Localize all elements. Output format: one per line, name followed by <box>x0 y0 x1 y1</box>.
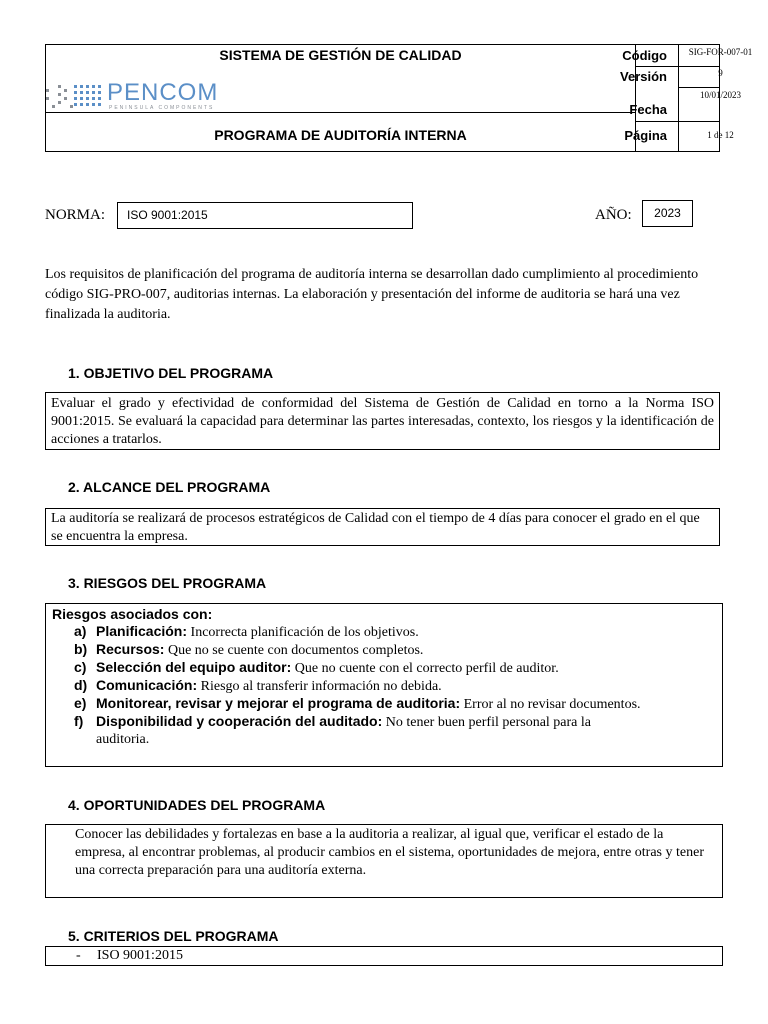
section-oportunidades-heading: 4. OPORTUNIDADES DEL PROGRAMA <box>68 797 326 813</box>
codigo-label: Código <box>622 48 667 63</box>
list-item: e) Monitorear, revisar y mejorar el programa de auditoria: Error al no revisar documentos. <box>74 695 641 712</box>
anio-field: 2023 <box>642 200 693 227</box>
section-alcance-heading: 2. ALCANCE DEL PROGRAMA <box>68 479 271 495</box>
pagina-value: 1 de 12 <box>707 130 734 140</box>
logo-subtitle: PENINSULA COMPONENTS <box>109 105 215 111</box>
criterios-bullet: - <box>76 948 81 963</box>
logo-dots-icon <box>46 81 108 113</box>
system-title: SISTEMA DE GESTIÓN DE CALIDAD <box>219 47 462 63</box>
list-item: f) Disponibilidad y cooperación del auditado: No tener buen perfil personal para la auditoria. <box>74 713 591 747</box>
riesgos-list <box>52 623 716 748</box>
codigo-value: SIG-FOR-007-01 <box>688 47 753 57</box>
pagina-label: Página <box>624 128 667 143</box>
section-criterios-heading: 5. CRITERIOS DEL PROGRAMA <box>68 928 279 944</box>
section-criterios-box <box>45 946 723 966</box>
logo-wordmark: PENCOM <box>107 79 219 106</box>
list-item: d) Comunicación: Riesgo al transferir información no debida. <box>74 677 442 694</box>
document-title: PROGRAMA DE AUDITORÍA INTERNA <box>214 127 467 143</box>
section-objetivo-text: Evaluar el grado y efectividad de conformidad del Sistema de Gestión de Calidad en torno a la Norma ISO 9001:2015. Se evaluará la capacidad para determinar las partes interesadas, contexto, los riesgos y la identificación de acciones a tratarlos. <box>45 392 720 450</box>
norma-label: NORMA: <box>45 207 106 223</box>
section-riesgos-box <box>45 603 723 767</box>
anio-label: AÑO: <box>595 207 632 223</box>
section-riesgos-heading: 3. RIESGOS DEL PROGRAMA <box>68 575 267 591</box>
criterios-item: ISO 9001:2015 <box>97 948 183 963</box>
list-item: a) Planificación: Incorrecta planificación de los objetivos. <box>74 623 419 640</box>
riesgos-intro: Riesgos asociados con: <box>52 606 213 622</box>
pencom-logo <box>46 81 246 113</box>
intro-paragraph: Los requisitos de planificación del programa de auditoría interna se desarrollan dado cumplimiento al procedimiento código SIG-PRO-007, auditorias internas. La elaboración y presentación del informe de auditoria se hará una vez finalizada la auditoria. <box>45 267 699 322</box>
norma-field: ISO 9001:2015 <box>117 202 413 229</box>
fecha-value: 10/01/2023 <box>699 90 741 100</box>
section-alcance-text: La auditoría se realizará de procesos estratégicos de Calidad con el tiempo de 4 días para conocer el grado en el que se encuentra la empresa. <box>45 508 720 546</box>
version-label: Versión <box>620 69 667 84</box>
document-header <box>45 44 753 152</box>
fecha-label: Fecha <box>629 102 667 117</box>
section-objetivo-heading: 1. OBJETIVO DEL PROGRAMA <box>68 365 274 381</box>
section-oportunidades-text: Conocer las debilidades y fortalezas en base a la auditoria a realizar, al igual que, verificar el estado de la empresa, al encontrar problemas, al producir cambios en el sistema, oportunidades de mejora, entre otras y tener una correcta preparación para una auditoría externa. <box>45 824 723 898</box>
list-item: c) Selección del equipo auditor: Que no cuente con el correcto perfil de auditor. <box>74 659 559 676</box>
list-item: b) Recursos: Que no se cuente con documentos completos. <box>74 641 424 658</box>
version-value: 9 <box>718 68 723 78</box>
